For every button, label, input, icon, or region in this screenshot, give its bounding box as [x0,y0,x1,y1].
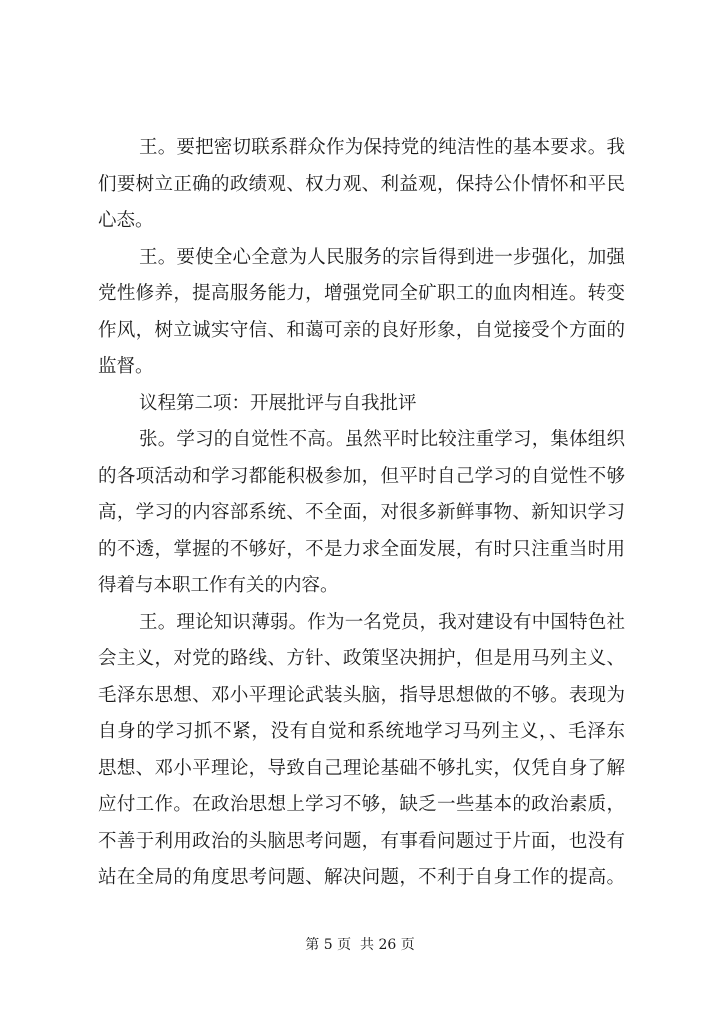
paragraph-line: 思想、邓小平理论，导致自己理论基础不够扎实，仅凭自身了解 [98,757,625,779]
paragraph [98,605,625,897]
page-footer: 第 5 页 共 26 页 [305,937,415,953]
paragraph-line: 得着与本职工作有关的内容。 [98,575,339,596]
paragraph-line: 的各项活动和学习都能积极参加，但平时自己学习的自觉性不够 [98,465,625,487]
paragraph [98,130,625,240]
paragraph-line: 议程第二项：开展批评与自我批评 [139,392,417,414]
paragraph-line: 王。要把密切联系群众作为保持党的纯洁性的基本要求。我 [139,137,625,158]
paragraph [98,240,625,386]
paragraph-line: 毛泽东思想、邓小平理论武装头脑，指导思想做的不够。表现为 [98,684,625,706]
paragraph-line: 张。学习的自觉性不高。虽然平时比较注重学习，集体组织 [139,429,625,450]
paragraph-line: 王。要使全心全意为人民服务的宗旨得到进一步强化，加强 [139,246,625,268]
paragraph-line: 自身的学习抓不紧，没有自觉和系统地学习马列主义，、毛泽东 [98,721,625,742]
paragraph-line: 作风，树立诚实守信、和蔼可亲的良好形象，自觉接受个方面的 [98,319,625,341]
paragraph-line: 们要树立正确的政绩观、权力观、利益观，保持公仆情怀和平民 [98,173,625,195]
paragraph [98,422,625,605]
paragraph-line: 应付工作。在政治思想上学习不够，缺乏一些基本的政治素质， [98,794,625,815]
paragraph-line: 站在全局的角度思考问题、解决问题，不利于自身工作的提高。 [98,867,625,888]
paragraph-line: 监督。 [98,356,154,377]
paragraph-line: 不善于利用政治的头脑思考问题，有事看问题过于片面，也没有 [98,830,625,852]
paragraph-line: 会主义，对党的路线、方针、政策坚决拥护，但是用马列主义、 [98,648,625,669]
document-body [98,130,625,897]
paragraph-line: 心态。 [98,210,154,231]
paragraph-line: 王。理论知识薄弱。作为一名党员，我对建设有中国特色社 [139,611,625,633]
paragraph-line: 的不透，掌握的不够好，不是力求全面发展，有时只注重当时用 [98,538,625,560]
section-heading [98,386,625,423]
paragraph-line: 党性修养，提高服务能力，增强党同全矿职工的血肉相连。转变 [98,283,625,304]
paragraph-line: 高，学习的内容部系统、不全面，对很多新鲜事物、新知识学习 [98,502,625,523]
